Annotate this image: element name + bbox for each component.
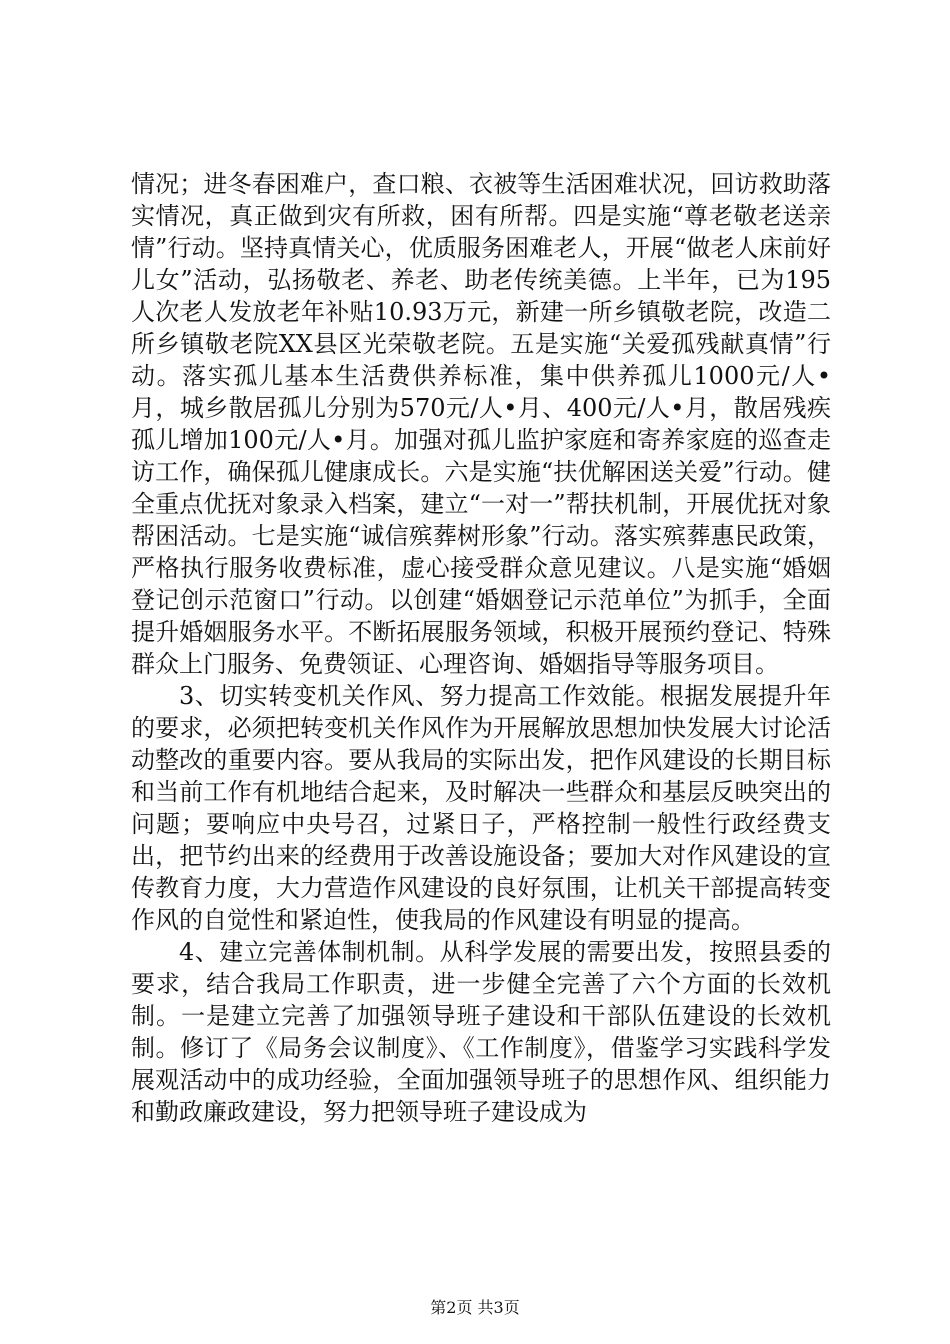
paragraph: 情况；进冬春困难户，查口粮、衣被等生活困难状况，回访救助落实情况，真正做到灾有所救，困有所帮。四是实施“尊老敬老送亲情”行动。坚持真情关心，优质服务困难老人，开展“做老人床前好儿女”活动，弘扬敬老、养老、助老传统美德。上半年，已为195人次老人发放老年补贴10.93万元，新建一所乡镇敬老院，改造二所乡镇敬老院XX县区光荣敬老院。五是实施“关爱孤残献真情”行动。落实孤儿基本生活费供养标准，集中供养孤儿1000元/人•月，城乡散居孤儿分别为570元/人•月、400元/人•月，散居残疾孤儿增加100元/人•月。加强对孤儿监护家庭和寄养家庭的巡查走访工作，确保孤儿健康成长。六是实施“扶优解困送关爱”行动。健全重点优抚对象录入档案，建立“一对一”帮扶机制，开展优抚对象帮困活动。七是实施“诚信殡葬树形象”行动。落实殡葬惠民政策，严格执行服务收费标准，虚心接受群众意见建议。八是实施“婚姻登记创示范窗口”行动。以创建“婚姻登记示范单位”为抓手，全面提升婚姻服务水平。不断拓展服务领域，积极开展预约登记、特殊群众上门服务、免费领证、心理咨询、婚姻指导等服务项目。 xyxy=(131,170,831,678)
page-number-footer: 第2页 共3页 xyxy=(430,1298,520,1317)
paragraph: 4、建立完善体制机制。从科学发展的需要出发，按照县委的要求，结合我局工作职责，进一步健全完善了六个方面的长效机制。一是建立完善了加强领导班子建设和干部队伍建设的长效机制。修订了《局务会议制度》、《工作制度》，借鉴学习实践科学发展观活动中的成功经验，全面加强领导班子的思想作风、组织能力和勤政廉政建设，努力把领导班子建设成为 xyxy=(131,938,831,1126)
paragraph: 3、切实转变机关作风、努力提高工作效能。根据发展提升年的要求，必须把转变机关作风作为开展解放思想加快发展大讨论活动整改的重要内容。要从我局的实际出发，把作风建设的长期目标和当前工作有机地结合起来，及时解决一些群众和基层反映突出的问题；要响应中央号召，过紧日子，严格控制一般性行政经费支出，把节约出来的经费用于改善设施设备；要加大对作风建设的宣传教育力度，大力营造作风建设的良好氛围，让机关干部提高转变作风的自觉性和紧迫性，使我局的作风建设有明显的提高。 xyxy=(131,682,831,934)
body-text xyxy=(131,168,831,1128)
